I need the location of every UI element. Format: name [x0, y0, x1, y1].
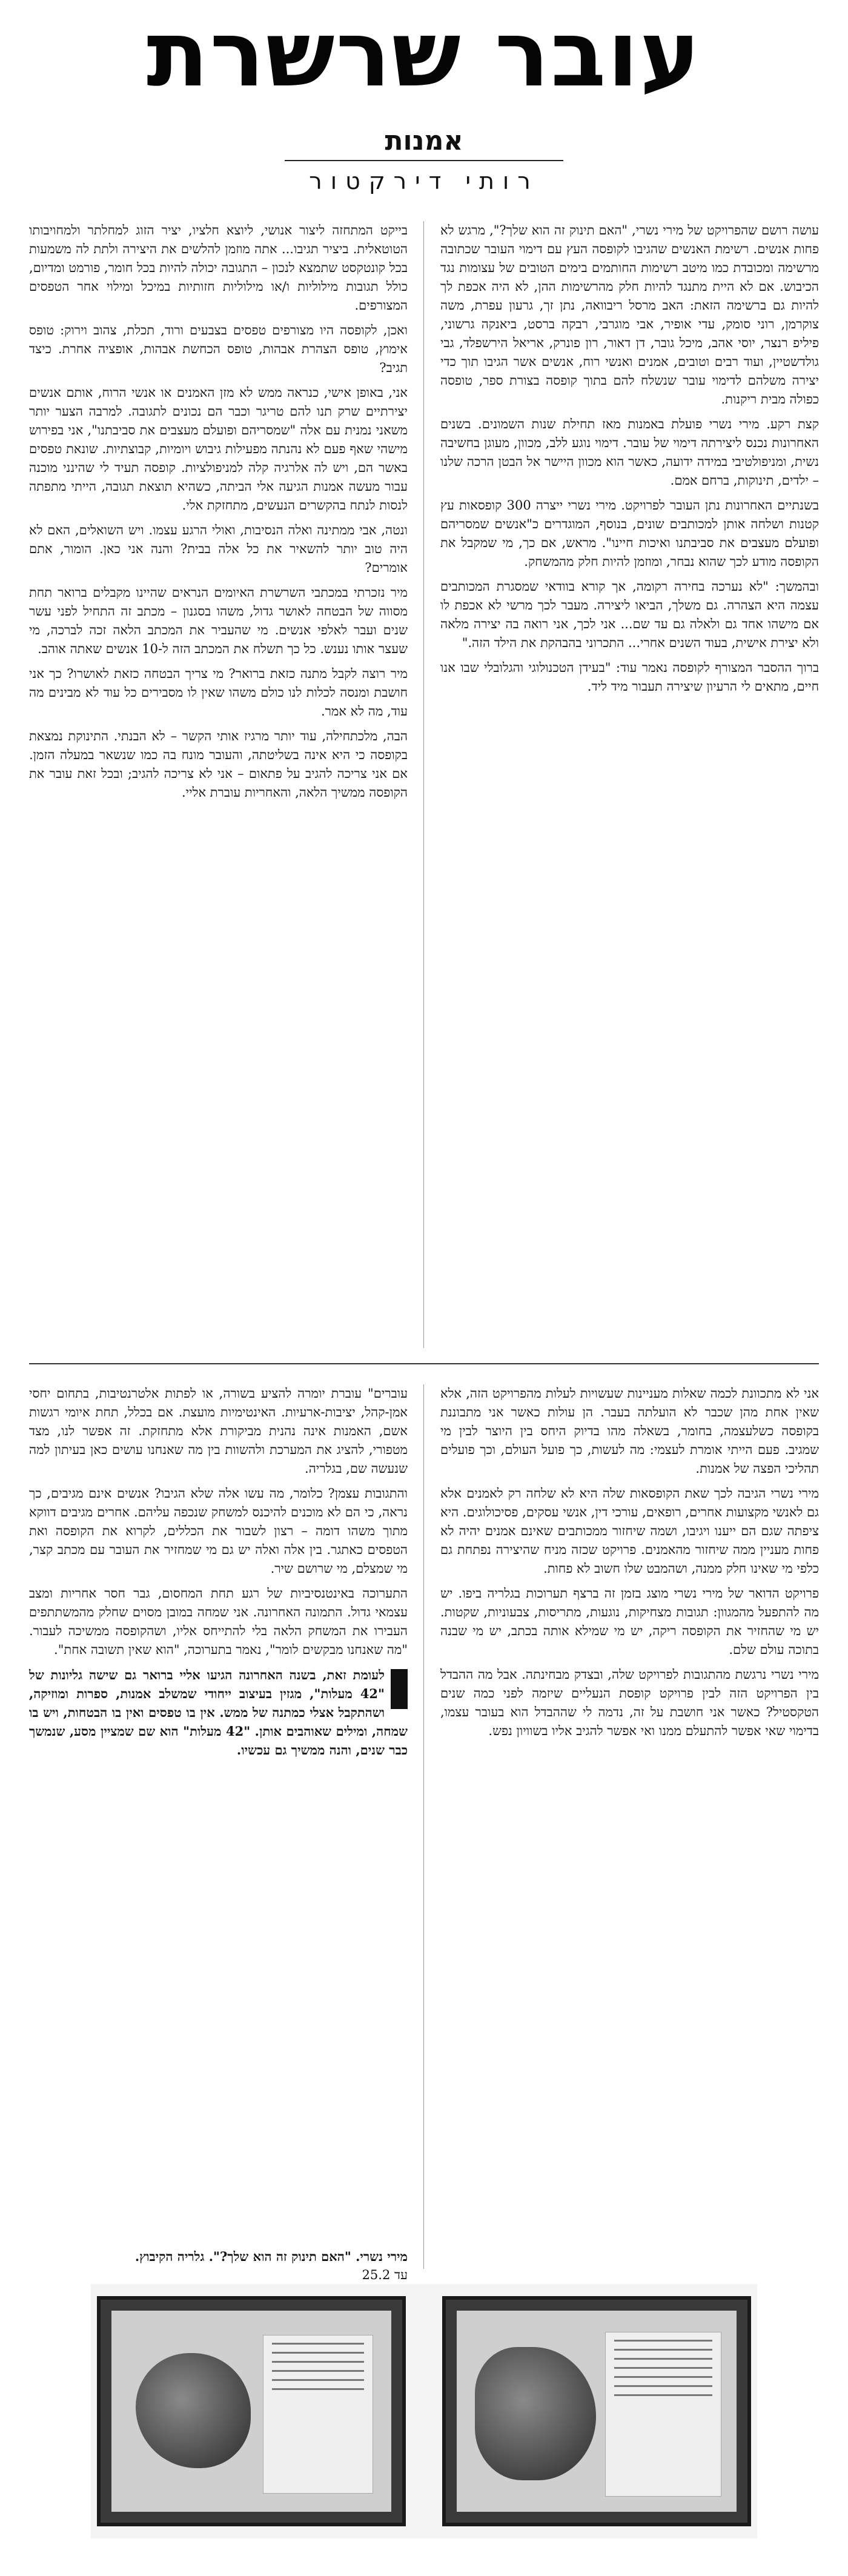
- caption-date: עד 25.2: [362, 2268, 408, 2282]
- paragraph: מיר נזכרתי במכתבי השרשרת האיומים הנראים שהיינו מקבלים ברואר תחת מסווה של הבטחה לאושר גדול, משהו בסגנון – מכתב זה התחיל לפני עשר שנים ועבר לאלפי אנשים. מי שהעביר את המכתב הלאה זכה לברכה, מי שעצר אותו נענש. כל כך תשלח את המכתב הזה ל-10 אנשים שאתה אוהב.: [29, 585, 408, 656]
- box-interior: [457, 2311, 737, 2512]
- article-column-mid-right: [440, 1384, 819, 1747]
- byline-rule: [285, 160, 563, 161]
- form-sheet: [263, 2335, 373, 2494]
- paragraph: ברוך ההסבר המצורף לקופסה נאמר עוד: "בעידן הטכנולוגי והגלובלי שבו אנו חיים, מתאים לי הרעיון שיצירה תעבור מיד ליד.: [440, 660, 819, 694]
- paragraph: מירי נשרי הגיבה לכך שאת הקופסאות שלה היא לא שלחה רק לאמנים אלא גם לאנשי מקצועות אחרים, רופאים, עורכי דין, אנשי עסקים, פסיכולוגים. היא ציפתה שגם הם ייענו ויגיבו, ושמה שיחזור ממכותבים שאינם אמנים יהיה לא פחות מעניין ממה שיחזור מהאמנים. פרויקט שכזה מניח שהיצירה נפתחת גם כלפי מי שאינו חלק ממנה, ושהמבט שלו חשוב לא פחות.: [440, 1486, 819, 1576]
- paragraph: מיר רוצה לקבל מתנה כזאת ברואר? מי צריך הבטחה כזאת לאושרו? כך אני חושבת ומנסה לכלות לנו כולם משהו שאין לו מסבירים כל עוד לא מבינים מה עוד, מה לא אמר.: [29, 666, 408, 719]
- form-sheet: [605, 2332, 721, 2497]
- section-divider: [29, 1363, 819, 1364]
- headline: עובר שרשרת: [147, 2, 701, 107]
- byline: רותי דירקטור: [309, 168, 539, 194]
- paragraph: ונטה, אבי ממתינה ואלה הנסיבות, ואולי הרגע עצמו. ויש השואלים, האם לא היה טוב יותר להשאיר את כל אלה בבית? והנה אני כאן. הומור, אתם אומרים?: [29, 523, 408, 575]
- section-label: אמנות: [385, 125, 463, 156]
- emphasis-paragraph: [29, 1665, 408, 1759]
- article-column-mid-left: [29, 1384, 408, 1765]
- artwork-photo: [91, 2284, 757, 2538]
- paragraph: התערוכה באינטנסיביות של רגע תחת המחסום, גבר חסר אחריות ומצב עצמאי גדול. התמונה האחרונה. אני שמחה במובן מסוים שחלק מהמשתתפים העבירו את המשחק הלאה בלי להתייחס אליו, ושהקופסה ממשיכה לעבור. "מה שאנחנו מבקשים לומר", נאמר בתערוכה, "הוא שאין תשובה אחת".: [29, 1586, 408, 1657]
- paragraph: עוברים" עוברת יומרה להציע בשורה, או לפתות אלטרנטיבות, בתחום יחסי אמן-קהל, יציבות-ארעיות. האינטימיות מועצת. אם בכלל, תחת איומי רגשות אשם, האמנות אינה נהנית מביקורת אלא מתחזקת. זה אפשר לנו, מצד מטפורי, להציג את המערכת ולהשוות בין מה שאנחנו עושים כאן בעיתון למה שנעשה שם, בגלריה.: [29, 1386, 408, 1476]
- drop-cap-block: [391, 1669, 408, 1709]
- paragraph: הבה, מלכתחילה, עוד יותר מרגיז אותי הקשר – לא הבנתי. התינוקת נמצאת בקופסה כי היא אינה בשליטתה, והעובר מונח בה כמו שנשאר במעלה הזמן. אם אני צריכה להגיב על פתאום – אני לא צריכה להגיב; ובכל זאת עובר את הקופסה ממשיך הלאה, והאחריות עוברת אליי.: [29, 729, 408, 800]
- caption-text: מירי נשרי. "האם תינוק זה הוא שלך?". גלריה הקיבוץ.: [134, 2249, 408, 2264]
- article-column-top-right: [440, 221, 819, 702]
- paragraph: מירי נשרי נרגשת מהתגובות לפרויקט שלה, ובצדק מבחינתה. אבל מה ההבדל בין הפרויקט הזה לבין פרויקט קופסת הנעליים שיזמה לפני כמה שנים הטקסטיל? כאשר אני חושבת על זה, נדמה לי שההבדל הוא בעובר עצמו, בדימוי שאי אפשר להתעלם ממנו ואי אפשר להגיב אליו בשוויון נפש.: [440, 1667, 819, 1738]
- paragraph: אני, באופן אישי, כנראה ממש לא מזן האמנים או אנשי הרוח, אותם אנשים יצירתיים שרק תנו להם טריגר וכבר הם נכונים לתגובה. למרבה הצער יותר משאני נמנית עם אלה "שמסריהם ופועלם מעצבים את סביבתנו", אני בפירוש מישהי שאף פעם לא נהנתה מפעילות גיבוש ויומיות, קבוצתיות. שונאת טפסים באשר הם, ויש לה אלרגיה קלה למניפולציות. קופסה תעיד לי שהינני מוכנה עבור מעשה אמנות הגיעה אלי הביתה, כשהיא תוצאת תגובה, הייתי מתפתה לנסות לנתח בהקשרים הנעשים, מתחזקת אלי.: [29, 385, 408, 513]
- open-box-left: [97, 2296, 406, 2526]
- paragraph: ואכן, לקופסה היו מצורפים טפסים בצבעים ורוד, תכלת, צהוב וירוק: טופס אימוץ, טופס הצהרת אבהות, טופס הכחשת אבהות, אופציה אחרת. כיצד תגיב?: [29, 323, 408, 375]
- embryo-image: [136, 2353, 251, 2468]
- paragraph: והתגובות עצמן? כלומר, מה עשו אלה שלא הגיבו? אנשים אינם מגיבים, כך נראה, כי הם לא מוכנים להיכנס למשחק שנכפה עליהם. אחרים מגיבים דווקא מתוך משהו דומה – רצון לשבור את הכללים, לקרוא את הקופסה ואת הטפסים כאתגר. בין אלה ואלה יש גם מי שמחזיר את העובר עם מכתב קצר, מי שמצלם, מי שרושם שיר.: [29, 1486, 408, 1576]
- paragraph: בשנתיים האחרונות נתן העובר לפרויקט. מירי נשרי ייצרה 300 קופסאות עץ קטנות ושלחה אותן למכותבים שונים, בנוסף, המוגדרים כ"אנשים שמסריהם ופועלם מעצבים את סביבתנו ואיכות חיינו". מראש, אם כך, מי שמקבל את הקופסה מודע לכך שהוא נבחר, ומוזמן להיות חלק מהמשחק.: [440, 498, 819, 569]
- paragraph: ובהמשך: "לא נערכה בחירה רקומה, אך קורא בוודאי שמסגרת המכותבים עצמה היא הצהרה. גם משלך, הביאו ליצירה. מעבר לכך מרשי לא אכפת לו אם מישהו אחד גם ולאלה גם עד שם... אני לכך, אני רואה בה יצירה מלאה ולא יצירת אישית, בעוד השנים אחרי... התכרוני בהבהקת את הילד הזה.": [440, 579, 819, 650]
- embryo-image: [475, 2347, 596, 2480]
- paragraph: קצת רקע. מירי נשרי פועלת באמנות מאז תחילת שנות השמונים. בשנים האחרונות נכנס ליצירתה דימוי של עובר. דימוי נוגע ללב, מכוון, מעוגן בחשיבה נשית, ומניפולטיבי במידה ידועה, כאשר הוא מכוון היישר אל הבטן הרכה שלנו – ילדים, תינוקות, ברחם אמם.: [440, 417, 819, 488]
- photo-caption: [29, 2248, 408, 2284]
- paragraph: עושה רושם שהפרויקט של מירי נשרי, "האם תינוק זה הוא שלך?", מרגש לא פחות אנשים. רשימת האנשים שהגיבו לקופסה העץ עם דימוי העובר שכתובה מרשימה ומכובדת כמו מיטב רשימות החותמים בימים הטובים של עצומות נגד הכיבוש. אם לא היית מתנגד להיות חלק מהרשימות ההן, לא היה אכפת לך להיות גם ברשימה הזאת: האב מרסל ריבוואה, נתן זך, גרעון עפרת, משה צוקרמן, רוני סומק, עדי אופיר, אבי מוגרבי, רבקה ברסט, ביאנקה גרשוני, פיליפ רנצר, יוסי אהב, מיכל גובר, דן דאור, רון פונרק, אריאל הירשפלד, גבי גולדשטיין, ועוד רבים וטובים, אמנים ואנשי רוח, אנשים אשר הגיבו תוך כדי יצירה משלהם לדימוי עובר שנשלח להם בתוך קופסה בצורת ספר, טופסה כפולה מבית ריקנות.: [440, 223, 820, 407]
- column-divider-top: [423, 221, 424, 1348]
- article-column-top-left: [29, 221, 408, 808]
- box-interior: [111, 2311, 391, 2512]
- open-box-right: [442, 2296, 751, 2526]
- column-divider-bottom: [423, 1384, 424, 2269]
- paragraph: פרויקט הדואר של מירי נשרי מוצג בזמן זה ברצף תערוכות בגלריה ביפו. יש מה להתפעל מהמגוון: תגובות מצחיקות, נוגעות, מתריסות, צבעוניות, שקטות. יש מי שהחזיר את הקופסה ריקה, יש מי שמילא אותה בכתב, יש מי שבנה בתוכה עולם שלם.: [440, 1586, 819, 1657]
- emphasis-text: לעומת זאת, בשנה האחרונה הגיעו אליי ברואר גם שישה גליונות של "42 מעלות", מגזין בעיצוב ייחודי שמשלב אמנות, ספרות ומוזיקה, ושהתקבל אצלי כמתנה של ממש. אין בו טפסים ואין בו הבטחות, ויש בו שמחה, ומילים שאוהבים אותן. "42 מעלות" הוא שם שמציין מסע, שנמשך כבר שנים, והנה ממשיך גם עכשיו.: [29, 1667, 408, 1758]
- paragraph: בייקט המתחזה ליצור אנושי, ליוצא חלציו, יציר הזוג למחלתר ולמחויבותו הטוטאלית. ביציר תגיבו... אתה מוזמן להלשים את היצירה ולתת לה משמעות בכל קונטקסט שתמצא לנכון – התגובה יכולה להיות בכל חומר, פורמט ומדיום, כולל תגובות מילוליות ו/או מילוליות חזותיות במיכל ומילוי אחר הטפסים המצורפים.: [29, 223, 408, 313]
- paragraph: אני לא מתכוונת לכמה שאלות מעניינות שעשויות לעלות מהפרויקט הזה, אלא שאין אחת מהן שכבר לא הועלתה בעבר. הן עולות כאשר אני מתבוננת בקופסה כשלעצמה, בחומר, בשאלה מהו בדיוק היחס בין היוצר לבין מי שמגיב. פעם הייתי אומרת לעצמי: מה לעשות, כך פועל העולם, וכך פועלים תהליכי הפצה של אמנות.: [440, 1386, 819, 1476]
